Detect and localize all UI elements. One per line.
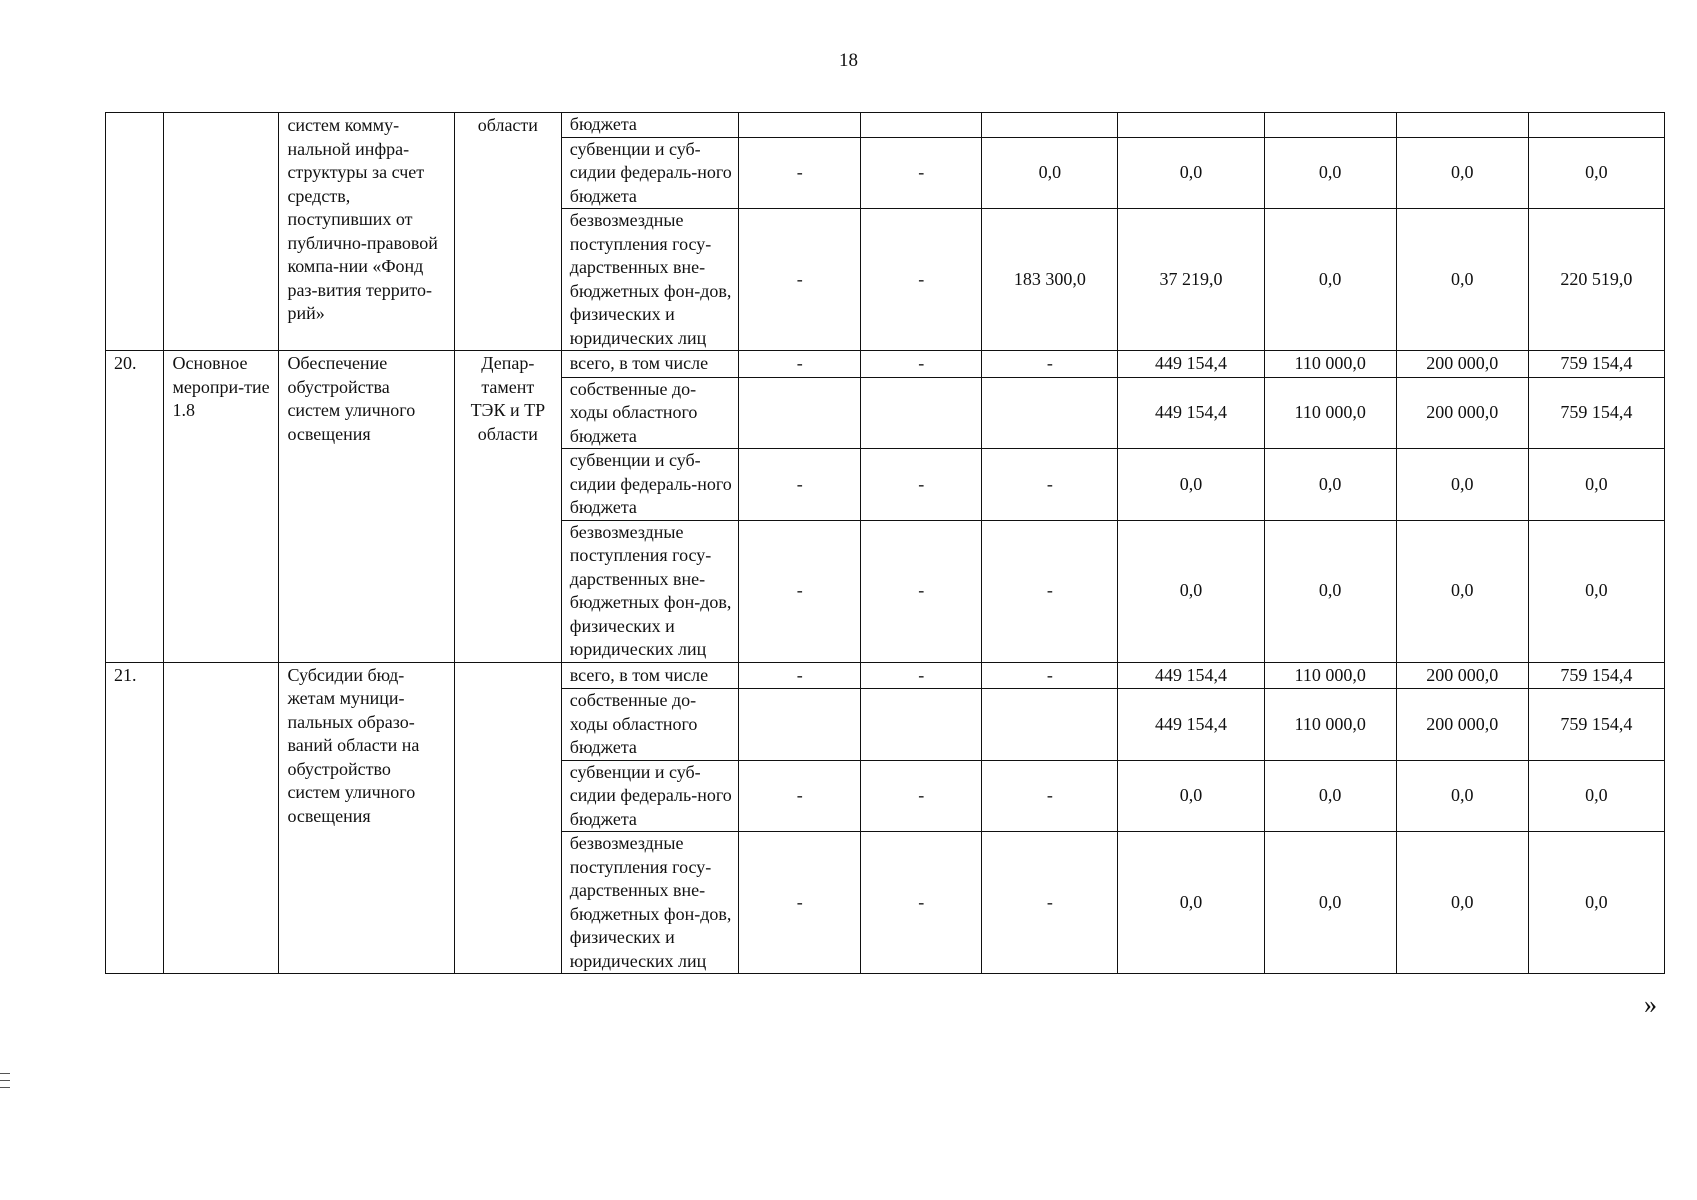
value-cell: 0,0 — [1396, 520, 1528, 662]
value-cell: 0,0 — [1396, 832, 1528, 974]
source-label: всего, в том числе — [561, 662, 738, 689]
value-cell — [861, 689, 982, 761]
row-type: Основное меропри-тие 1.8 — [164, 351, 279, 663]
value-cell: 220 519,0 — [1528, 209, 1664, 351]
value-cell: 0,0 — [1528, 760, 1664, 832]
value-cell — [982, 113, 1118, 138]
value-cell: - — [739, 209, 861, 351]
value-cell — [1528, 113, 1664, 138]
value-cell: 200 000,0 — [1396, 377, 1528, 449]
source-label: субвенции и суб-сидии федераль-ного бюджета — [561, 137, 738, 209]
value-cell — [982, 689, 1118, 761]
row-name: Обеспечение обустройства систем уличного освещения — [279, 351, 454, 663]
value-cell: 0,0 — [1264, 137, 1396, 209]
value-cell: - — [739, 351, 861, 378]
value-cell: - — [982, 832, 1118, 974]
value-cell: 110 000,0 — [1264, 351, 1396, 378]
value-cell: 200 000,0 — [1396, 351, 1528, 378]
value-cell: - — [861, 449, 982, 521]
value-cell: 0,0 — [1264, 520, 1396, 662]
value-cell: 0,0 — [1118, 137, 1264, 209]
value-cell: 759 154,4 — [1528, 689, 1664, 761]
value-cell: 759 154,4 — [1528, 662, 1664, 689]
value-cell: 449 154,4 — [1118, 351, 1264, 378]
table-row — [106, 662, 1665, 689]
value-cell: 0,0 — [1264, 209, 1396, 351]
source-label: безвозмездные поступления госу-дарственных вне-бюджетных фон-дов, физических и юридических лиц — [561, 832, 738, 974]
source-label: субвенции и суб-сидии федераль-ного бюджета — [561, 449, 738, 521]
table-row — [106, 351, 1665, 378]
value-cell: 0,0 — [1528, 832, 1664, 974]
value-cell: 37 219,0 — [1118, 209, 1264, 351]
value-cell: - — [982, 662, 1118, 689]
value-cell: - — [861, 662, 982, 689]
value-cell: 0,0 — [1396, 209, 1528, 351]
value-cell: 183 300,0 — [982, 209, 1118, 351]
value-cell: - — [739, 760, 861, 832]
row-executor: области — [454, 113, 561, 351]
value-cell — [1264, 113, 1396, 138]
budget-table — [105, 112, 1665, 974]
value-cell: 0,0 — [1118, 832, 1264, 974]
value-cell — [861, 113, 982, 138]
row-number — [106, 113, 164, 351]
value-cell: - — [739, 662, 861, 689]
value-cell: 0,0 — [1396, 760, 1528, 832]
value-cell — [861, 377, 982, 449]
value-cell — [739, 113, 861, 138]
value-cell — [739, 689, 861, 761]
value-cell: - — [982, 351, 1118, 378]
row-number: 20. — [106, 351, 164, 663]
value-cell: 0,0 — [1264, 832, 1396, 974]
table-row — [106, 113, 1665, 138]
row-type — [164, 113, 279, 351]
value-cell: - — [982, 449, 1118, 521]
source-label: собственные до-ходы областного бюджета — [561, 689, 738, 761]
source-label: субвенции и суб-сидии федераль-ного бюджета — [561, 760, 738, 832]
page-number: 18 — [839, 50, 858, 71]
source-label: безвозмездные поступления госу-дарственных вне-бюджетных фон-дов, физических и юридических лиц — [561, 520, 738, 662]
value-cell — [982, 377, 1118, 449]
value-cell: 759 154,4 — [1528, 351, 1664, 378]
value-cell: 0,0 — [1528, 449, 1664, 521]
value-cell: 0,0 — [1396, 137, 1528, 209]
value-cell: - — [861, 832, 982, 974]
value-cell: 0,0 — [1118, 520, 1264, 662]
value-cell: 0,0 — [1118, 449, 1264, 521]
row-name: Субсидии бюд-жетам муници-пальных образо-ваний области на обустройство систем уличного освещения — [279, 662, 454, 974]
margin-ticks — [0, 1073, 10, 1094]
value-cell: 449 154,4 — [1118, 662, 1264, 689]
value-cell: - — [861, 209, 982, 351]
source-label: собственные до-ходы областного бюджета — [561, 377, 738, 449]
value-cell: - — [739, 520, 861, 662]
value-cell: 0,0 — [1528, 520, 1664, 662]
value-cell — [739, 377, 861, 449]
value-cell: - — [861, 351, 982, 378]
value-cell: - — [739, 137, 861, 209]
value-cell: - — [982, 520, 1118, 662]
value-cell: 0,0 — [1264, 760, 1396, 832]
value-cell: - — [739, 449, 861, 521]
row-name: систем комму-нальной инфра-структуры за счет средств, поступивших от публично-правовой компа-нии «Фонд раз-вития террито-рий» — [279, 113, 454, 351]
value-cell: 0,0 — [1118, 760, 1264, 832]
row-executor: Депар-тамент ТЭК и ТР области — [454, 351, 561, 663]
source-label: всего, в том числе — [561, 351, 738, 378]
value-cell: 200 000,0 — [1396, 689, 1528, 761]
value-cell — [1396, 113, 1528, 138]
value-cell: 449 154,4 — [1118, 689, 1264, 761]
row-number: 21. — [106, 662, 164, 974]
value-cell: 110 000,0 — [1264, 377, 1396, 449]
value-cell: 110 000,0 — [1264, 662, 1396, 689]
value-cell: 0,0 — [1396, 449, 1528, 521]
value-cell: - — [861, 520, 982, 662]
value-cell: 110 000,0 — [1264, 689, 1396, 761]
value-cell: 0,0 — [1264, 449, 1396, 521]
value-cell: 0,0 — [982, 137, 1118, 209]
closing-quote: » — [1644, 990, 1657, 1019]
value-cell — [1118, 113, 1264, 138]
value-cell: - — [739, 832, 861, 974]
value-cell: - — [982, 760, 1118, 832]
value-cell: 759 154,4 — [1528, 377, 1664, 449]
value-cell: 449 154,4 — [1118, 377, 1264, 449]
value-cell: 0,0 — [1528, 137, 1664, 209]
value-cell: 200 000,0 — [1396, 662, 1528, 689]
row-executor — [454, 662, 561, 974]
row-type — [164, 662, 279, 974]
source-label: безвозмездные поступления госу-дарственных вне-бюджетных фон-дов, физических и юридических лиц — [561, 209, 738, 351]
value-cell: - — [861, 760, 982, 832]
value-cell: - — [861, 137, 982, 209]
source-label: бюджета — [561, 113, 738, 138]
